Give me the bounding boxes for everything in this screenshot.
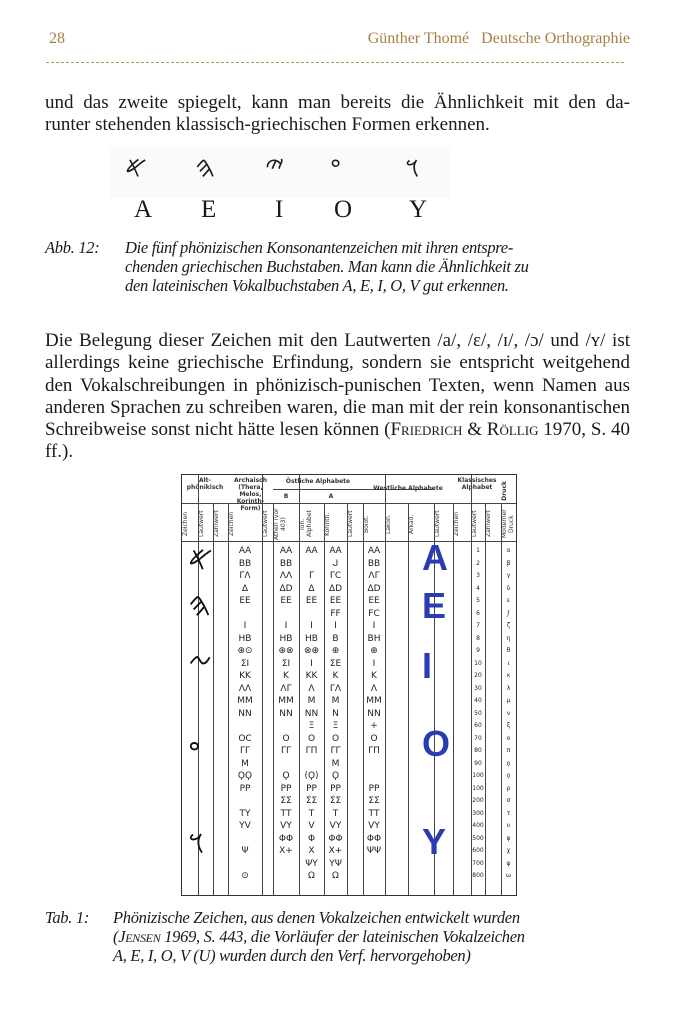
- table-cell: ΦΦ: [366, 833, 382, 844]
- table-cell: ρ: [506, 784, 511, 792]
- highlighted-latin-letter: I: [422, 645, 433, 686]
- table-cell: ΜΜ: [278, 696, 294, 706]
- table-cell: ΗΒ: [305, 633, 318, 644]
- phoenician-big-glyph: 𐤀: [188, 539, 214, 579]
- phoenician-glyph: 𐤏: [330, 150, 342, 185]
- latin-letter: O: [334, 196, 353, 223]
- subheader: Zahlwert: [485, 510, 492, 538]
- table-cell: 9: [476, 647, 480, 654]
- table-cell: ΤΥ: [239, 808, 251, 819]
- table-cell: ΤΤ: [280, 808, 292, 819]
- table-cell: Δ: [308, 583, 315, 594]
- table-cell: Κ: [371, 671, 377, 681]
- table-cell: VΥ: [368, 821, 380, 831]
- citation-authors: Friedrich & Röllig: [390, 419, 539, 441]
- table-cell: Ϙ: [282, 771, 290, 781]
- table-cell: Ο: [307, 733, 316, 744]
- table-cell: ΣΣ: [280, 796, 292, 806]
- caption-label: Tab. 1:: [45, 908, 90, 927]
- table-cell: FC: [368, 608, 380, 619]
- table-cell: ΛΓ: [368, 571, 380, 581]
- table-row: [182, 545, 516, 557]
- table-cell: Λ: [370, 683, 378, 694]
- subheader: Lakon.: [385, 514, 392, 534]
- table-row: [182, 708, 516, 720]
- table-cell: Ϙ: [331, 771, 340, 781]
- table-cell: ⊕: [331, 646, 340, 656]
- table-cell: 700: [472, 859, 484, 867]
- table-cell: VΥ: [280, 821, 292, 831]
- intro-line-1: und das zweite spiegelt, kann man bereits die Ähnlichkeit mit den da-: [45, 92, 630, 113]
- table-cell: α: [506, 547, 511, 554]
- table-cell: 4: [476, 584, 480, 592]
- table-row: [182, 620, 516, 632]
- table-cell: ΥΨ: [329, 858, 342, 869]
- table-cell: ᒍ: [332, 558, 339, 569]
- table-cell: 30: [474, 684, 482, 692]
- table-cell: Ο: [370, 733, 378, 744]
- table-row: [182, 608, 516, 620]
- alphabet-table: [181, 474, 517, 896]
- table-cell: μ: [506, 697, 511, 704]
- table-cell: 40: [474, 697, 482, 704]
- table-cell: ΑΑ: [367, 546, 381, 556]
- table-cell: ΣΣ: [368, 796, 380, 806]
- table-cell: ΨΨ: [366, 846, 382, 856]
- latin-letter: E: [201, 196, 217, 223]
- table-cell: 10: [474, 659, 482, 667]
- table-cell: ΛΓ: [280, 683, 292, 694]
- subheader: Lautwert: [471, 510, 478, 538]
- highlighted-latin-letter: E: [422, 585, 447, 626]
- citation-rest: 1970, S. 40 ff.).: [45, 419, 630, 463]
- table-cell: ΕΕ: [280, 596, 292, 606]
- header-eastern: Östliche Alphabete: [285, 478, 351, 485]
- table-cell: 50: [474, 709, 482, 717]
- table-cell: Ο: [331, 733, 340, 744]
- subheader: Athen (vor 403): [273, 508, 287, 540]
- table-cell: 2: [476, 559, 480, 567]
- table-cell: ΕΕ: [239, 596, 251, 606]
- table-cell: ΝΝ: [304, 708, 319, 719]
- table-cell: ΨΥ: [305, 858, 318, 869]
- table-cell: Ο: [282, 733, 290, 744]
- subheader: Lautwert: [262, 510, 269, 538]
- header-alt-phoenician: Alt-phönikisch: [186, 477, 224, 491]
- table-cell: γ: [506, 572, 511, 579]
- phoenician-big-glyph: 𐤅: [188, 823, 205, 863]
- table-row: [182, 745, 516, 757]
- table-cell: ν: [506, 709, 511, 717]
- table-row: [182, 858, 516, 870]
- caption-line: chenden griechischen Buchstaben. Man kann die Ähnlichkeit zu: [125, 257, 529, 276]
- table-cell: φ: [506, 834, 511, 842]
- table-cell: ΔD: [328, 583, 343, 594]
- table-cell: ΡΡ: [306, 783, 317, 794]
- table-cell: 1: [476, 547, 480, 554]
- table-row: [182, 670, 516, 682]
- table-cell: π: [506, 747, 511, 754]
- table-cell: Μ: [331, 696, 340, 706]
- table-cell: ΥV: [239, 821, 251, 831]
- latin-letter: I: [275, 196, 284, 223]
- table-cell: Μ: [331, 758, 340, 769]
- table-row: [182, 633, 516, 645]
- table-row: [182, 683, 516, 695]
- header-author: Günther Thomé: [367, 30, 470, 47]
- table-cell: λ: [506, 684, 511, 692]
- caption-line: Die fünf phönizischen Konsonantenzeichen mit ihren entspre-: [125, 238, 514, 257]
- table-cell: 500: [472, 834, 484, 842]
- table-cell: Χ+: [279, 846, 293, 856]
- table-cell: ΑΑ: [238, 546, 252, 556]
- table-cell: ⊕⊙: [237, 646, 253, 656]
- table-cell: ΜΜ: [366, 696, 382, 706]
- table-cell: ΗΒ: [238, 633, 252, 644]
- table-cell: Κ: [283, 671, 289, 681]
- table-cell: ΡΡ: [368, 783, 380, 794]
- table-cell: ΓΠ: [368, 746, 380, 756]
- table-cell: Τ: [332, 808, 339, 819]
- table-cell: ΕΕ: [329, 596, 342, 606]
- intro-line-2: runter stehenden klassisch-griechischen Formen erkennen.: [45, 114, 490, 136]
- table-cell: ΚΚ: [305, 671, 318, 681]
- subheader: Zeichen: [228, 511, 235, 537]
- header-title: Deutsche Orthographie: [481, 30, 630, 47]
- subheader: Lautwert: [347, 510, 354, 538]
- caption-line-rest: 1969, S. 443, die Vorläufer der lateinischen Vokalzeichen: [160, 927, 525, 946]
- subheader: Zeichen: [182, 511, 189, 537]
- table-row: [182, 833, 516, 845]
- table-cell: 8: [476, 634, 480, 642]
- table-cell: +: [370, 721, 378, 731]
- table-cell: ΓC: [329, 571, 342, 581]
- table-cell: ⊗⊕: [303, 646, 320, 656]
- table-cell: κ: [506, 672, 511, 679]
- table-row: [182, 820, 516, 832]
- table-cell: 7: [476, 622, 480, 629]
- table-cell: ΛΛ: [279, 571, 293, 581]
- table-row: [182, 645, 516, 657]
- table-cell: θ: [506, 647, 511, 654]
- table-cell: Ι: [243, 621, 247, 631]
- table-cell: ΡΡ: [239, 783, 251, 794]
- table-cell: ξ: [506, 722, 511, 729]
- table-cell: ΣΣ: [305, 796, 318, 806]
- subheader: Ion. Alphabet: [299, 510, 313, 538]
- table-cell: 800: [472, 872, 484, 879]
- table-cell: ΒΗ: [367, 633, 381, 644]
- header-print: Druck: [501, 481, 508, 501]
- table-cell: 6: [476, 609, 480, 617]
- caption-citation: Jensen: [118, 927, 161, 946]
- header-rule: [46, 62, 624, 63]
- table-cell: Ω: [332, 871, 339, 881]
- paragraph-text: Die Belegung dieser Zeichen mit den Lautwerten /a/, /ɛ/, /ɪ/, /ɔ/ und /ʏ/ ist allerdings keine griechische Erfindung, sondern sie entspricht weitgehend den Vokalschreibungen in phönizisch-punischen Texten, wenn Namen aus anderen Sprachen zu schreiben waren, die man mit der rein konsonantischen Schreibweise sonst nicht hätte lesen können (: [45, 330, 630, 441]
- table-cell: Ι: [310, 621, 313, 631]
- table-cell: ΝΝ: [238, 708, 252, 719]
- subheader: Zahlwert: [213, 510, 220, 538]
- caption-line: (Jensen 1969, S. 443, die Vorläufer der lateinischen Vokalzeichen: [113, 927, 525, 946]
- intro-paragraph: [45, 92, 630, 137]
- table-cell: Ν: [332, 708, 339, 719]
- table-row: [182, 808, 516, 820]
- table-cell: ΓΓ: [280, 746, 292, 756]
- header-a: A: [328, 493, 334, 500]
- table-row: [182, 783, 516, 795]
- table-cell: ΡΡ: [280, 783, 292, 794]
- caption-label: Abb. 12:: [45, 238, 100, 257]
- table-cell: V: [308, 821, 315, 831]
- table-cell: Τ: [308, 808, 315, 819]
- table-row: [182, 758, 516, 770]
- table-cell: ΤΤ: [368, 808, 380, 819]
- table-cell: ΣΕ: [329, 658, 342, 669]
- table-cell: Ι: [334, 621, 337, 631]
- table-row: [182, 733, 516, 745]
- header-archaic: Archaisch (Thera, Melos, Korinth-Form): [234, 477, 267, 512]
- subheader: Lautwert: [198, 510, 205, 538]
- table-cell: ϙ: [506, 772, 511, 779]
- table-cell: 90: [474, 759, 482, 767]
- table-cell: δ: [506, 584, 511, 592]
- subheader: Moderner Druck: [501, 509, 515, 539]
- table-cell: υ: [506, 822, 511, 829]
- phoenician-glyph: 𐤀: [125, 150, 148, 185]
- latin-letter: Y: [409, 196, 428, 223]
- table-cell: ΡΡ: [330, 783, 341, 794]
- table-cell: ΑΑ: [279, 546, 293, 556]
- table-cell: Μ: [307, 696, 316, 706]
- table-cell: 80: [474, 747, 482, 754]
- table-cell: Ξ: [332, 721, 339, 731]
- phoenician-glyph: 𐤅: [405, 150, 420, 185]
- table-cell: ΓΛ: [239, 571, 251, 581]
- phoenician-big-glyph: 𐤄: [188, 585, 211, 625]
- subheader: Arkad.: [408, 514, 415, 534]
- highlighted-latin-letter: Y: [422, 821, 447, 862]
- table-row: [182, 720, 516, 732]
- table-cell: ⊕: [370, 646, 378, 656]
- table-cell: ΒΒ: [279, 558, 293, 569]
- table-cell: β: [506, 559, 511, 567]
- table-1-caption: [45, 908, 645, 965]
- subheader: Boiot.: [363, 515, 370, 533]
- table-cell: ⊕⊗: [278, 646, 294, 656]
- running-header: [368, 30, 630, 48]
- phoenician-big-glyph: 𐤏: [188, 731, 201, 771]
- table-cell: ϝ: [507, 609, 510, 617]
- table-cell: Χ+: [328, 846, 343, 856]
- table-cell: ε: [506, 597, 511, 604]
- table-cell: ΛΛ: [238, 683, 252, 694]
- table-cell: Μ: [241, 758, 249, 769]
- table-cell: 300: [472, 809, 484, 817]
- table-cell: τ: [506, 809, 511, 817]
- table-row: [182, 570, 516, 582]
- table-cell: ΟC: [238, 733, 252, 744]
- phoenician-big-glyph: 𐤆: [188, 645, 213, 685]
- table-cell: η: [506, 634, 511, 642]
- header-classical: Klassisches Alphabet: [457, 477, 497, 491]
- table-cell: ΣΣ: [329, 796, 342, 806]
- table-row: [182, 870, 516, 882]
- table-cell: ΣΙ: [240, 658, 250, 669]
- table-cell: 400: [472, 822, 484, 829]
- table-cell: ΝΝ: [367, 708, 381, 719]
- header-western: Westliche Alphabete: [373, 485, 443, 492]
- table-cell: ΚΚ: [239, 671, 251, 681]
- caption-line: Phönizische Zeichen, aus denen Vokalzeichen entwickelt wurden: [113, 908, 520, 927]
- figure-12-caption: [45, 238, 645, 295]
- table-cell: ϙ: [506, 759, 511, 767]
- table-cell: Ι: [372, 621, 376, 631]
- table-cell: ΦΦ: [278, 833, 294, 844]
- table-cell: ΒΒ: [238, 558, 252, 569]
- table-cell: ΕΕ: [305, 596, 318, 606]
- table-cell: 200: [472, 797, 484, 804]
- table-cell: Ι: [310, 658, 313, 669]
- table-cell: ΕΕ: [368, 596, 380, 606]
- table-cell: ϘϘ: [237, 771, 253, 781]
- table-row: [182, 695, 516, 707]
- table-cell: Ι: [372, 658, 376, 669]
- table-cell: (Ϙ): [304, 771, 319, 781]
- table-cell: 3: [476, 572, 480, 579]
- table-cell: Κ: [332, 671, 339, 681]
- table-cell: ΓΠ: [305, 746, 318, 756]
- table-cell: ΣΙ: [281, 658, 291, 669]
- body-paragraph: [45, 330, 630, 464]
- table-cell: Φ: [307, 833, 316, 844]
- table-cell: Ι: [284, 621, 288, 631]
- subheader: Zeichen: [453, 511, 460, 537]
- table-cell: ΗΒ: [279, 633, 293, 644]
- table-cell: ΓΓ: [330, 746, 341, 756]
- phoenician-glyph: 𐤉: [265, 150, 285, 185]
- table-cell: Δ: [241, 583, 249, 594]
- latin-letter: A: [134, 196, 153, 223]
- table-cell: ΑΑ: [329, 546, 342, 556]
- table-row: [182, 595, 516, 607]
- table-row: [182, 583, 516, 595]
- table-cell: 100: [472, 772, 484, 779]
- table-cell: ζ: [506, 622, 511, 629]
- table-cell: 70: [474, 734, 482, 742]
- subheader: Korinth.: [324, 512, 331, 536]
- table-cell: ω: [505, 872, 512, 879]
- caption-line: den lateinischen Vokalbuchstaben A, E, I, O, V gut erkennen.: [125, 276, 509, 295]
- table-cell: Γ: [308, 571, 314, 581]
- table-cell: FF: [330, 608, 341, 619]
- table-row: [182, 558, 516, 570]
- table-cell: Ψ: [241, 846, 249, 856]
- table-cell: Ξ: [308, 721, 315, 731]
- table-cell: Ω: [308, 871, 315, 881]
- table-cell: ΒΒ: [367, 558, 381, 569]
- phoenician-glyph: 𐤄: [195, 150, 216, 185]
- highlighted-latin-letter: O: [422, 723, 451, 764]
- table-cell: χ: [506, 847, 511, 854]
- table-row: [182, 795, 516, 807]
- table-cell: Λ: [308, 683, 315, 694]
- table-row: [182, 658, 516, 670]
- subheader: Lautwert: [434, 510, 441, 538]
- table-cell: VΥ: [329, 821, 342, 831]
- table-cell: Χ: [308, 846, 315, 856]
- table-cell: ΓΓ: [239, 746, 251, 756]
- page-number: 28: [49, 30, 65, 47]
- table-cell: ΜΜ: [237, 696, 253, 706]
- table-cell: ΓΛ: [329, 683, 342, 694]
- header-b: B: [283, 493, 289, 500]
- table-cell: ⊙: [241, 871, 249, 881]
- table-cell: σ: [506, 797, 511, 804]
- table-cell: 100: [472, 784, 484, 792]
- table-row: [182, 845, 516, 857]
- table-cell: ι: [507, 659, 510, 667]
- caption-line: A, E, I, O, V (U) wurden durch den Verf. hervorgehoben): [113, 946, 471, 965]
- table-cell: 60: [474, 722, 482, 729]
- table-cell: ψ: [506, 859, 511, 867]
- table-cell: ΔD: [367, 583, 381, 594]
- table-row: [182, 770, 516, 782]
- table-cell: 5: [476, 597, 480, 604]
- table-cell: ΦΦ: [328, 833, 343, 844]
- highlighted-latin-letter: A: [422, 537, 448, 578]
- table-cell: Β: [332, 633, 339, 644]
- table-cell: ο: [506, 734, 511, 742]
- table-cell: 20: [474, 672, 482, 679]
- table-cell: 600: [472, 847, 484, 854]
- table-cell: ΔD: [279, 583, 293, 594]
- table-cell: ΑΑ: [305, 546, 318, 556]
- table-cell: ΝΝ: [279, 708, 293, 719]
